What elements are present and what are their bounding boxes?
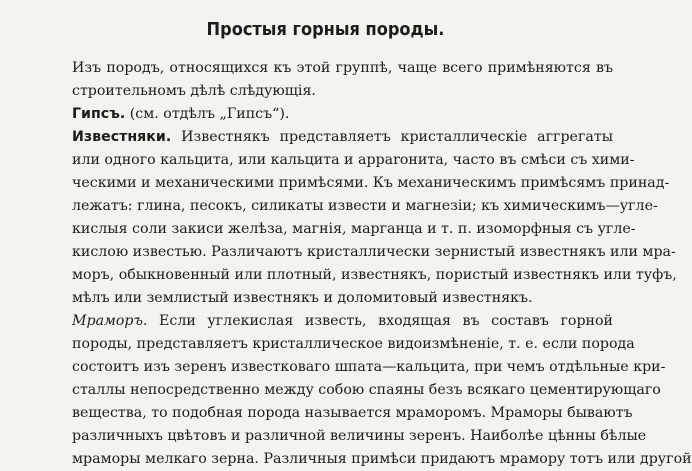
mramor-line-1 bbox=[72, 310, 613, 333]
mramor-term: Мраморъ. bbox=[72, 313, 148, 329]
mramor-line-6: различныхъ цвѣтовъ и различной величины зеренъ. Наиболѣе цѣнны бѣлые bbox=[72, 428, 647, 444]
izvestnyaki-line-7: моръ, обыкновенный или плотный, известнякъ, пористый известнякъ или туфъ, bbox=[72, 267, 677, 283]
mramor-line-2: породы, представляетъ кристаллическое видоизмѣненіе, т. е. если порода bbox=[72, 336, 635, 352]
intro-line-1: Изъ породъ, относящихся къ этой группѣ, чаще всего примѣняются въ bbox=[72, 60, 613, 76]
izvestnyaki-line-3: ческими и механическими примѣсями. Къ механическимъ примѣсямъ принад- bbox=[72, 175, 670, 191]
izvestnyaki-line-5: кислыя соли закиси желѣза, магнія, марганца и т. п. изоморфныя съ угле- bbox=[72, 221, 636, 237]
mramor-first-line-rest: Если углекислая известь, входящая въ составъ горной bbox=[147, 313, 613, 329]
page-title: Простыя горныя породы. bbox=[206, 19, 445, 40]
izvestnyaki-term: Известняки. bbox=[72, 129, 172, 145]
izvestnyaki-line-1 bbox=[72, 126, 613, 149]
intro-line-2: строительномъ дѣлѣ слѣдующія. bbox=[72, 83, 316, 99]
mramor-line-4: сталлы непосредственно между собою спаяны безъ всякаго цементирующаго bbox=[72, 382, 661, 398]
gips-term: Гипсъ. bbox=[72, 106, 126, 122]
mramor-line-7: мраморы мелкаго зерна. Различныя примѣси придаютъ мрамору тотъ или другой bbox=[72, 451, 692, 467]
izvestnyaki-line-2: или одного кальцита, или кальцита и арраrонита, часто въ смѣси съ хими- bbox=[72, 152, 635, 168]
gips-paragraph bbox=[72, 103, 613, 126]
izvestnyaki-first-line-rest: Известнякъ представляетъ кристаллическіе аггрегаты bbox=[171, 129, 613, 145]
mramor-line-5: вещества, то подобная порода называется мраморомъ. Мраморы бываютъ bbox=[72, 405, 633, 421]
mramor-line-3: состоитъ изъ зеренъ известковаго шпата—кальцита, при чемъ отдѣльные кри- bbox=[72, 359, 666, 375]
izvestnyaki-line-4: лежатъ: глина, песокъ, силикаты извести и магнезіи; къ химическимъ—угле- bbox=[72, 198, 658, 214]
izvestnyaki-line-6: кислою известью. Различаютъ кристаллически зернистый известнякъ или мра- bbox=[72, 244, 676, 260]
gips-text: (см. отдѣлъ „Гипсъ“). bbox=[125, 106, 290, 122]
izvestnyaki-line-8: мѣлъ или землистый известнякъ и доломитовый известнякъ. bbox=[72, 290, 533, 306]
